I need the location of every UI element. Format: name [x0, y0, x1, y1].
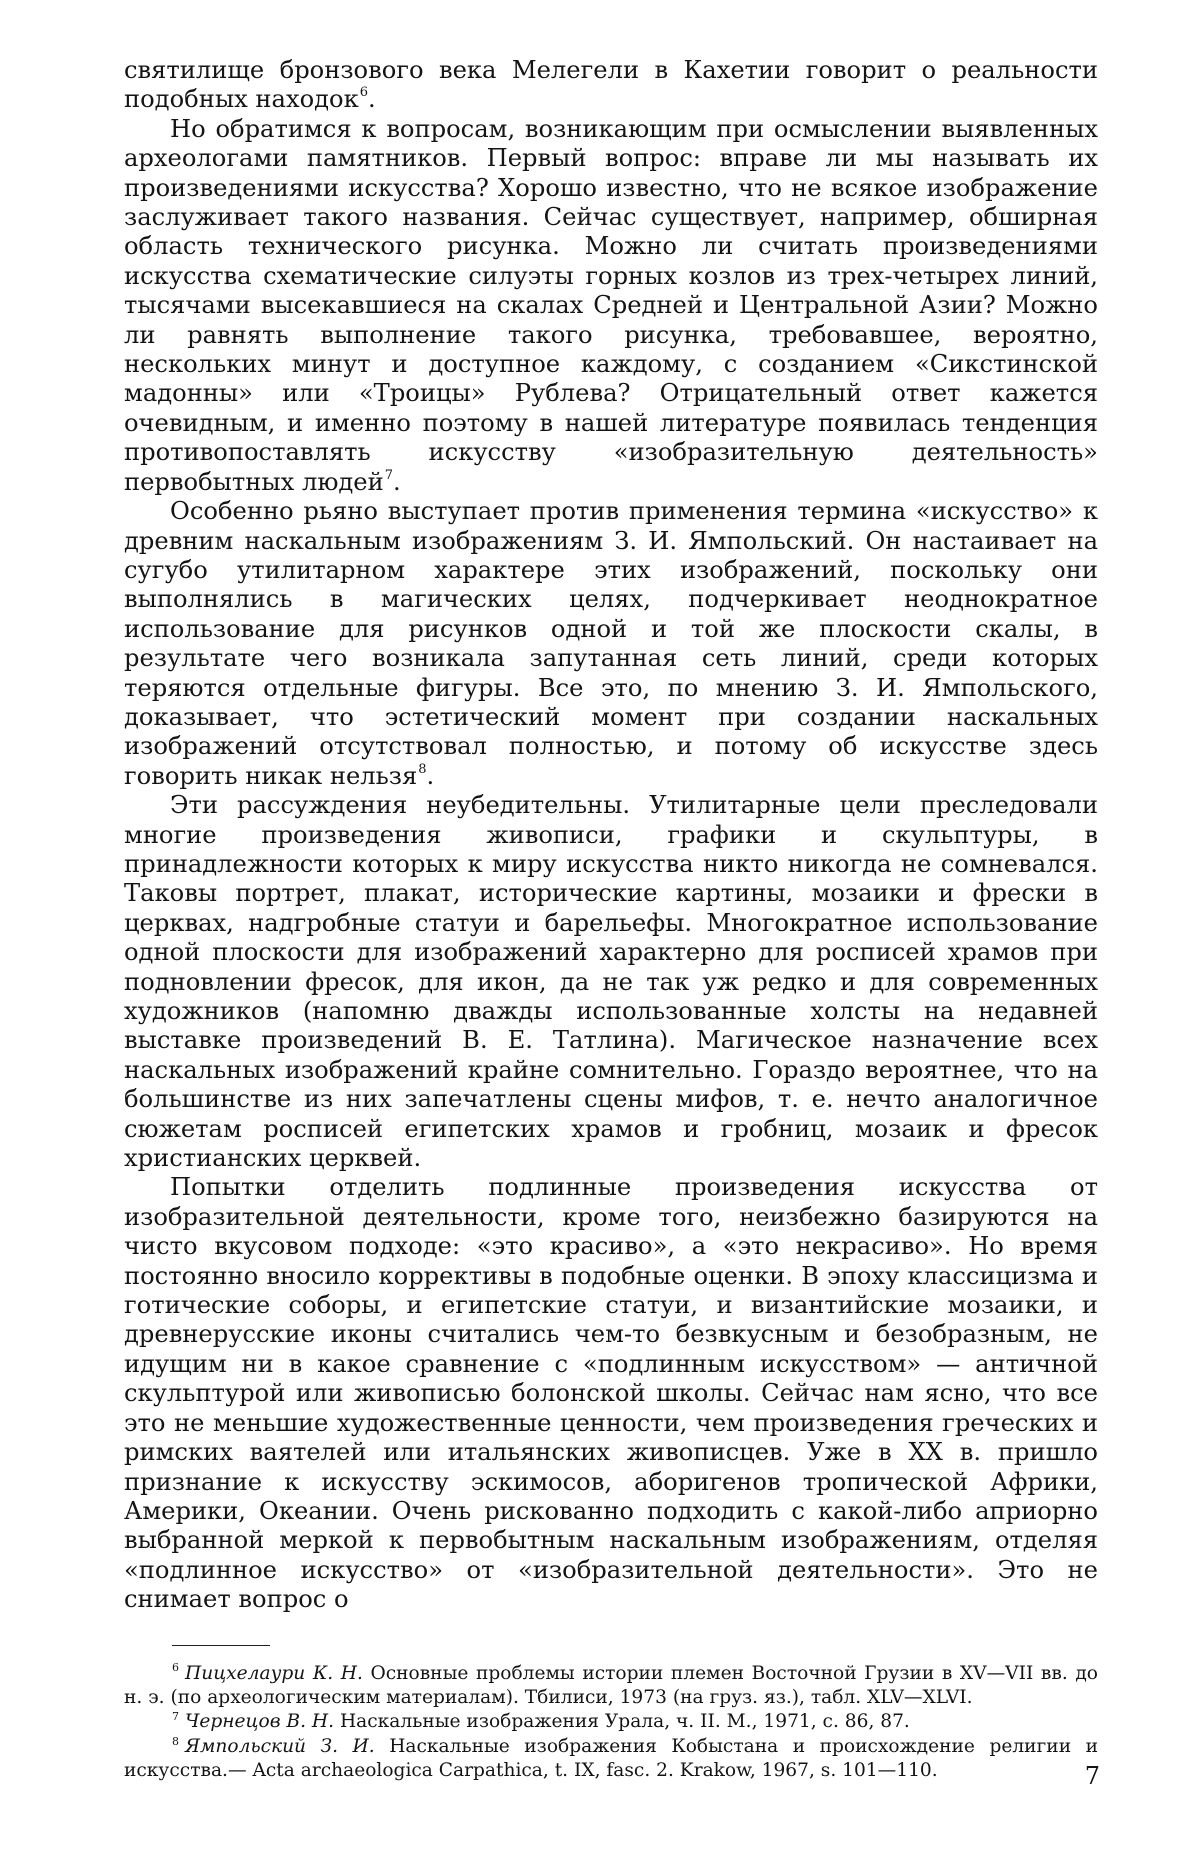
punctuation: .	[368, 85, 376, 114]
footnote-text: Наскальные изображения Кобыстана и происхождение религии и искусства.— Acta archaeologica Carpathica, t. IX, fasc. 2. Krakow, 1967, s. 101—110.	[124, 1735, 1098, 1782]
paragraph-text: Но обратимся к вопросам, возникающим при осмыслении выявленных археологами памятников. Первый вопрос: вправе ли мы называть их произведениями искусства? Хорошо известно, что не всякое изображение заслуживает такого названия. Сейчас существует, например, обширная область технического рисунка. Можно ли считать произведениями искусства схематические силуэты горных козлов из трех-четырех линий, тысячами высекавшиеся на скалах Средней и Центральной Азии? Можно ли равнять выполнение такого рисунка, требовавшее, вероятно, нескольких минут и доступное каждому, с созданием «Сикстинской мадонны» или «Троицы» Рублева? Отрицательный ответ кажется очевидным, и именно поэтому в нашей литературе появилась тенденция противопоставлять искусству «изобразительную деятельность» первобытных людей	[124, 114, 1098, 496]
book-page	[124, 56, 1098, 1836]
main-text	[124, 56, 1098, 1615]
paragraph: Эти рассуждения неубедительны. Утилитарные цели преследовали многие произведения живописи, графики и скульптуры, в принадлежности которых к миру искусства никто никогда не сомневался. Таковы портрет, плакат, исторические картины, мозаики и фрески в церквах, надгробные статуи и барельефы. Многократное использование одной плоскости для изображений характерно для росписей храмов при подновлении фресок, для икон, да не так уж редко и для современных художников (напомню дважды использованные холсты на недавней выставке произведений В. Е. Татлина). Магическое назначение всех наскальных изображений крайне сомнительно. Гораздо вероятнее, что на большинстве из них запечатлены сцены мифов, т. е. нечто аналогичное сюжетам росписей египетских храмов и гробниц, мозаик и фресок христианских церквей.	[124, 791, 1098, 1173]
punctuation: .	[426, 761, 435, 790]
footnote-ref-6[interactable]: 6	[359, 85, 368, 101]
paragraph: Попытки отделить подлинные произведения искусства от изобразительной деятельности, кроме того, неизбежно базируются на чисто вкусовом подходе: «это красиво», а «это некрасиво». Но время постоянно вносило коррективы в подобные оценки. В эпоху классицизма и готические соборы, и египетские статуи, и византийские мозаики, и древнерусские иконы считались чем-то безвкусным и безобразным, не идущим ни в какое сравнение с «подлинным искусством» — античной скульптурой или живописью болонской школы. Сейчас нам ясно, что все это не меньшие художественные ценности, чем произведения греческих и римских ваятелей или итальянских живописцев. Уже в XX в. пришло признание к искусству эскимосов, аборигенов тропической Африки, Америки, Океании. Очень рискованно подходить с какой-либо априорно выбранной меркой к первобытным наскальным изображениям, отделяя «подлинное искусство» от «изобразительной деятельности». Это не снимает вопрос о	[124, 1173, 1098, 1614]
page-number: 7	[1084, 1762, 1100, 1790]
footnote-number: 6	[172, 1661, 179, 1675]
footnote-ref-8[interactable]: 8	[418, 761, 427, 777]
paragraph	[124, 497, 1098, 791]
footnote-author: Пицхелаури К. Н.	[185, 1662, 363, 1684]
footnote-number: 7	[172, 1710, 179, 1724]
footnote-divider	[172, 1645, 270, 1646]
punctuation: .	[393, 467, 401, 496]
footnote-text: Основные проблемы истории племен Восточной Грузии в XV—VII вв. до н. э. (по археологическим материалам). Тбилиси, 1973 (на груз. яз.), табл. XLV—XLVI.	[124, 1662, 1098, 1708]
footnote-ref-7[interactable]: 7	[384, 467, 394, 483]
paragraph-text: Особенно рьяно выступает против применения термина «искусство» к древним наскальным изображениям З. И. Ямпольский. Он настаивает на сугубо утилитарном характере этих изображений, поскольку они выполнялись в магических целях, подчеркивает неоднократное использование для рисунков одной и той же плоскости скалы, в результате чего возникала запутанная сеть линий, среди которых теряются отдельные фигуры. Все это, по мнению З. И. Ямпольского, доказывает, что эстетический момент при создании наскальных изображений отсутствовал полностью, и потому об искусстве здесь говорить никак нельзя	[124, 497, 1098, 790]
footnote-6	[124, 1662, 1098, 1711]
footnote-number: 8	[172, 1734, 179, 1748]
footnote-text: Наскальные изображения Урала, ч. II. М., 1971, с. 86, 87.	[339, 1711, 910, 1733]
paragraph-text: святилище бронзового века Мелегели в Кахетии говорит о реальности подобных находок	[124, 56, 1098, 114]
footnote-7	[124, 1710, 1098, 1734]
paragraph-continuation	[124, 56, 1098, 115]
footnotes	[124, 1662, 1098, 1784]
footnote-author: Чернецов В. Н.	[185, 1711, 335, 1733]
paragraph	[124, 115, 1098, 497]
footnote-8	[124, 1735, 1098, 1784]
footnote-author: Ямпольский З. И.	[185, 1735, 375, 1757]
